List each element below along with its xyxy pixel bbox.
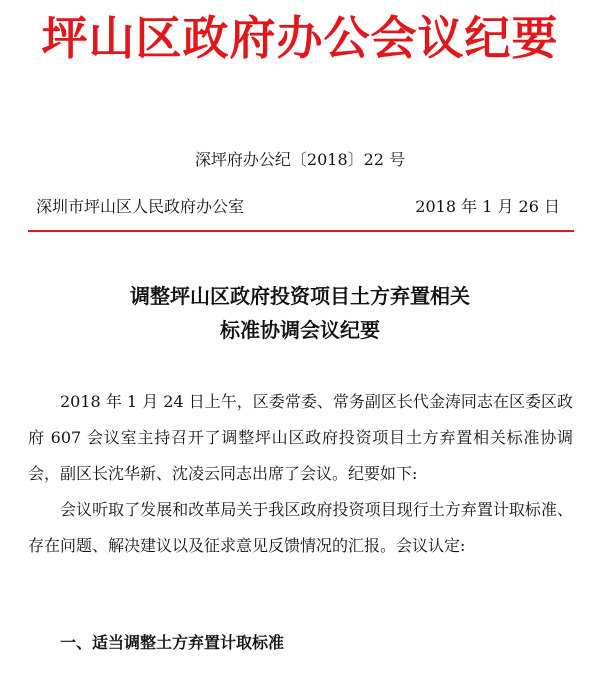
issuer-name: 深圳市坪山区人民政府办公室 (36, 197, 245, 216)
body-paragraph: 2018 年 1 月 24 日上午，区委常委、常务副区长代金涛同志在区委区政府 607 会议室主持召开了调整坪山区政府投资项目土方弃置相关标准协调会，副区长沈华新、沈凌云同志出席了会议。纪要如下: (28, 392, 573, 483)
title-line-1: 调整坪山区政府投资项目土方弃置相关 (130, 284, 470, 308)
document-body (28, 384, 573, 564)
issue-date: 2018 年 1 月 26 日 (415, 197, 560, 216)
masthead-title: 坪山区政府办公会议纪要 (41, 11, 559, 65)
section-heading: 一、适当调整土方弃置计取标准 (60, 633, 285, 652)
red-divider (28, 230, 574, 232)
body-paragraph: 会议听取了发展和改革局关于我区政府投资项目现行土方弃置计取标准、存在问题、解决建议以及征求意见反馈情况的汇报。会议认定: (28, 500, 573, 555)
title-line-2: 标准协调会议纪要 (220, 318, 380, 342)
document-title (0, 279, 600, 347)
document-number: 深坪府办公纪〔2018〕22 号 (194, 150, 406, 169)
